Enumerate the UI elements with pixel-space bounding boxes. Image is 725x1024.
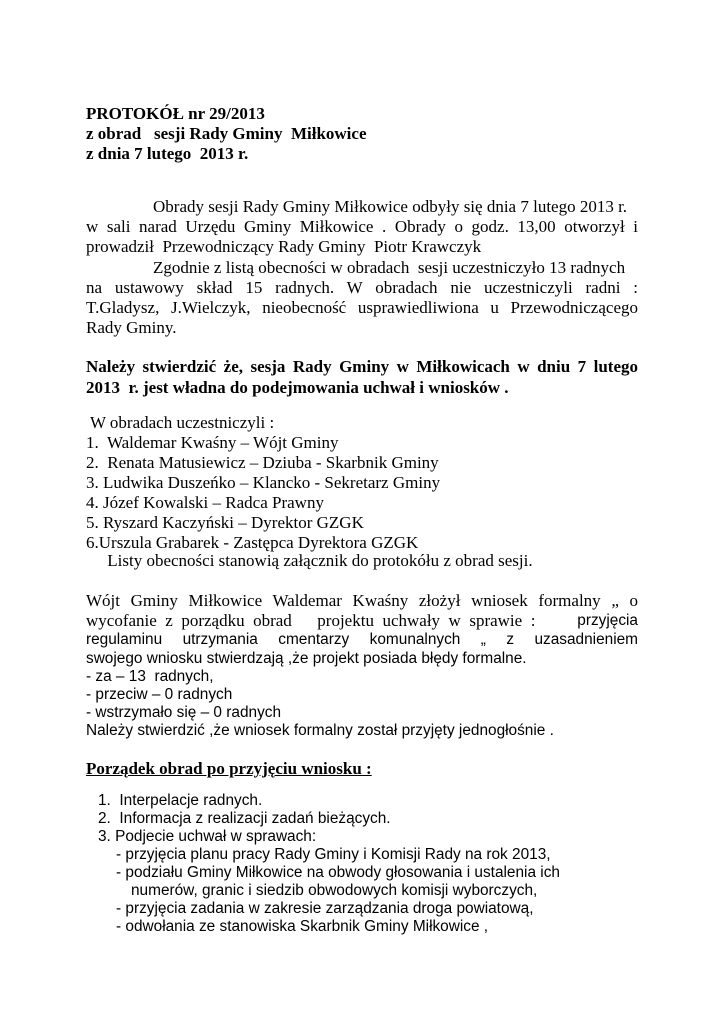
motion-line: regulaminu utrzymania cmentarzy komunalnych „ z uzasadnieniem bbox=[86, 631, 638, 648]
protocol-title: PROTOKÓŁ nr 29/2013 bbox=[86, 104, 265, 123]
protocol-date: z dnia 7 lutego 2013 r. bbox=[86, 144, 249, 163]
attendance-note: Listy obecności stanowią załącznik do protokółu z obrad sesji. bbox=[86, 551, 533, 570]
agenda-subitem: - odwołania ze stanowiska Skarbnik Gminy Miłkowice , bbox=[116, 918, 489, 935]
agenda-item: 2. Informacja z realizacji zadań bieżących. bbox=[98, 810, 391, 827]
participant-item: 3. Ludwika Duszeńko – Klancko - Sekretarz Gminy bbox=[86, 473, 441, 492]
participants-heading: W obradach uczestniczyli : bbox=[86, 413, 275, 432]
motion-conclusion: Należy stwierdzić ,że wniosek formalny został przyjęty jednogłośnie . bbox=[86, 722, 554, 739]
attendance-line: na ustawowy skład 15 radnych. W obradach nie uczestniczyli radni : bbox=[86, 278, 638, 297]
participant-item: 1. Waldemar Kwaśny – Wójt Gminy bbox=[86, 433, 339, 452]
motion-line: Wójt Gminy Miłkowice Waldemar Kwaśny złożył wniosek formalny „ o bbox=[86, 591, 638, 610]
quorum-statement: 2013 r. jest władna do podejmowania uchwał i wniosków . bbox=[86, 378, 509, 397]
intro-line: Obrady sesji Rady Gminy Miłkowice odbyły się dnia 7 lutego 2013 r. bbox=[153, 197, 628, 216]
participant-item: 4. Józef Kowalski – Radca Prawny bbox=[86, 493, 324, 512]
vote-item: - wstrzymało się – 0 radnych bbox=[86, 704, 282, 721]
attendance-line: T.Gladysz, J.Wielczyk, nieobecność usprawiedliwiona u Przewodniczącego bbox=[86, 298, 638, 317]
agenda-subitem: numerów, granic i siedzib obwodowych komisji wyborczych, bbox=[131, 882, 538, 899]
quorum-statement: Należy stwierdzić że, sesja Rady Gminy w Miłkowicach w dniu 7 lutego bbox=[86, 357, 638, 376]
motion-line: swojego wniosku stwierdzają ,że projekt posiada błędy formalne. bbox=[86, 650, 527, 667]
participant-item: 5. Ryszard Kaczyński – Dyrektor GZGK bbox=[86, 513, 364, 532]
attendance-line: Rady Gminy. bbox=[86, 318, 177, 337]
agenda-subitem: - przyjęcia zadania w zakresie zarządzania droga powiatową, bbox=[116, 900, 534, 917]
agenda-item: 1. Interpelacje radnych. bbox=[98, 792, 263, 809]
motion-line-serif: wycofanie z porządku obrad projektu uchwały w sprawie : bbox=[86, 611, 536, 630]
protocol-subtitle: z obrad sesji Rady Gminy Miłkowice bbox=[86, 124, 367, 143]
attendance-line: Zgodnie z listą obecności w obradach sesji uczestniczyło 13 radnych bbox=[153, 258, 626, 277]
agenda-heading: Porządek obrad po przyjęciu wniosku : bbox=[86, 759, 372, 778]
motion-line-sans: przyjęcia bbox=[577, 612, 638, 629]
agenda-subitem: - podziału Gminy Miłkowice na obwody głosowania i ustalenia ich bbox=[116, 864, 560, 881]
intro-line: prowadził Przewodniczący Rady Gminy Piotr Krawczyk bbox=[86, 237, 482, 256]
participant-item: 6.Urszula Grabarek - Zastępca Dyrektora GZGK bbox=[86, 533, 419, 552]
intro-line: w sali narad Urzędu Gminy Miłkowice . Obrady o godz. 13,00 otworzył i bbox=[86, 217, 638, 236]
motion-line bbox=[86, 611, 638, 632]
vote-item: - za – 13 radnych, bbox=[86, 668, 214, 685]
participant-item: 2. Renata Matusiewicz – Dziuba - Skarbnik Gminy bbox=[86, 453, 439, 472]
agenda-item: 3. Podjecie uchwał w sprawach: bbox=[98, 828, 317, 845]
vote-item: - przeciw – 0 radnych bbox=[86, 686, 233, 703]
agenda-subitem: - przyjęcia planu pracy Rady Gminy i Komisji Rady na rok 2013, bbox=[116, 846, 551, 863]
